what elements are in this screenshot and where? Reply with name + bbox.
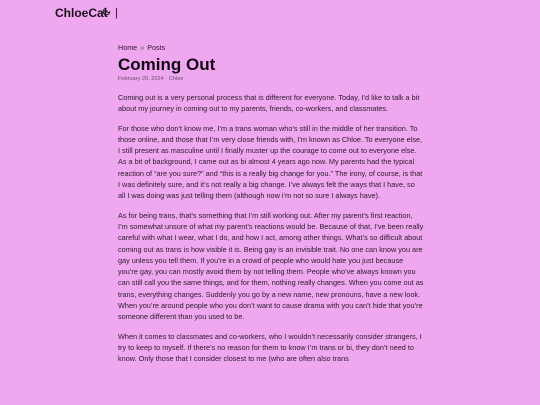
post-meta: [118, 75, 424, 84]
breadcrumb-home-link[interactable]: Home: [118, 43, 138, 52]
post-paragraph: When it comes to classmates and co-workers, who I wouldn’t necessarily consider strangers, I try to keep to myself. If there’s no reason for them to know I’m trans or bi, they don’t need to know. Only those that I consider closest to me (who are often also trans: [118, 331, 422, 364]
meta-separator: ·: [165, 76, 168, 82]
post-paragraph: For those who don’t know me, I’m a trans woman who’s still in the middle of her transition. To those online, and those that I’m very close friends with, I’m known as Chloe. To everyone else, I still present as masculine until I finally muster up the courage to come out to everyone else. As a bit of background, I came out as bi almost 4 years ago now. My parents had the typical reaction of “are you sure?” and “this is a really big change for you.” The irony, of course, is that I was definitely sure, and it’s not really a big change. I’ve always felt the ways that I have, so all I was doing was just telling them (although now i’m not so sure I always have).: [118, 123, 423, 201]
post-main: [118, 43, 424, 373]
site-header: [0, 0, 540, 28]
post-date: February 20, 2024: [118, 76, 164, 82]
moon-icon[interactable]: [102, 7, 114, 19]
breadcrumb: [118, 43, 424, 53]
breadcrumb-chevron: »: [140, 43, 145, 52]
site-logo-link[interactable]: ChloeCat: [55, 6, 108, 20]
header-separator: |: [115, 7, 118, 19]
breadcrumb-posts-link[interactable]: Posts: [147, 43, 166, 52]
post-content: [118, 92, 424, 365]
post-title: Coming Out: [118, 55, 216, 74]
post-paragraph: As for being trans, that’s something that I’m still working out. After my parent’s first reaction, I’m somewhat unsure of what my parent’s reactions would be. Because of that, I’ve been really careful with what I wear, what I do, and how I act, among other things. What’s so difficult about coming out as trans is how visible it is. Being gay is an invisible trait. No one can know you are gay unless you tell them. If you’re in a crowd of people who would hate you just because you’re gay, you can mostly avoid them by not telling them. People who’ve always known you can still call you the same things, and for them, nothing really changes. When you come out as trans, everything changes. Suddenly you go by a new name, new pronouns, have a new look. When you’re around people who you don’t want to cause drama with you can’t hide that you’re someone different than you used to be.: [118, 210, 424, 322]
post-paragraph: Coming out is a very personal process that is different for everyone. Today, I’d like to talk a bit about my journey in coming out to my parents, friends, co-workers, and classmates.: [118, 93, 420, 114]
post-author: Chloe: [168, 76, 184, 82]
